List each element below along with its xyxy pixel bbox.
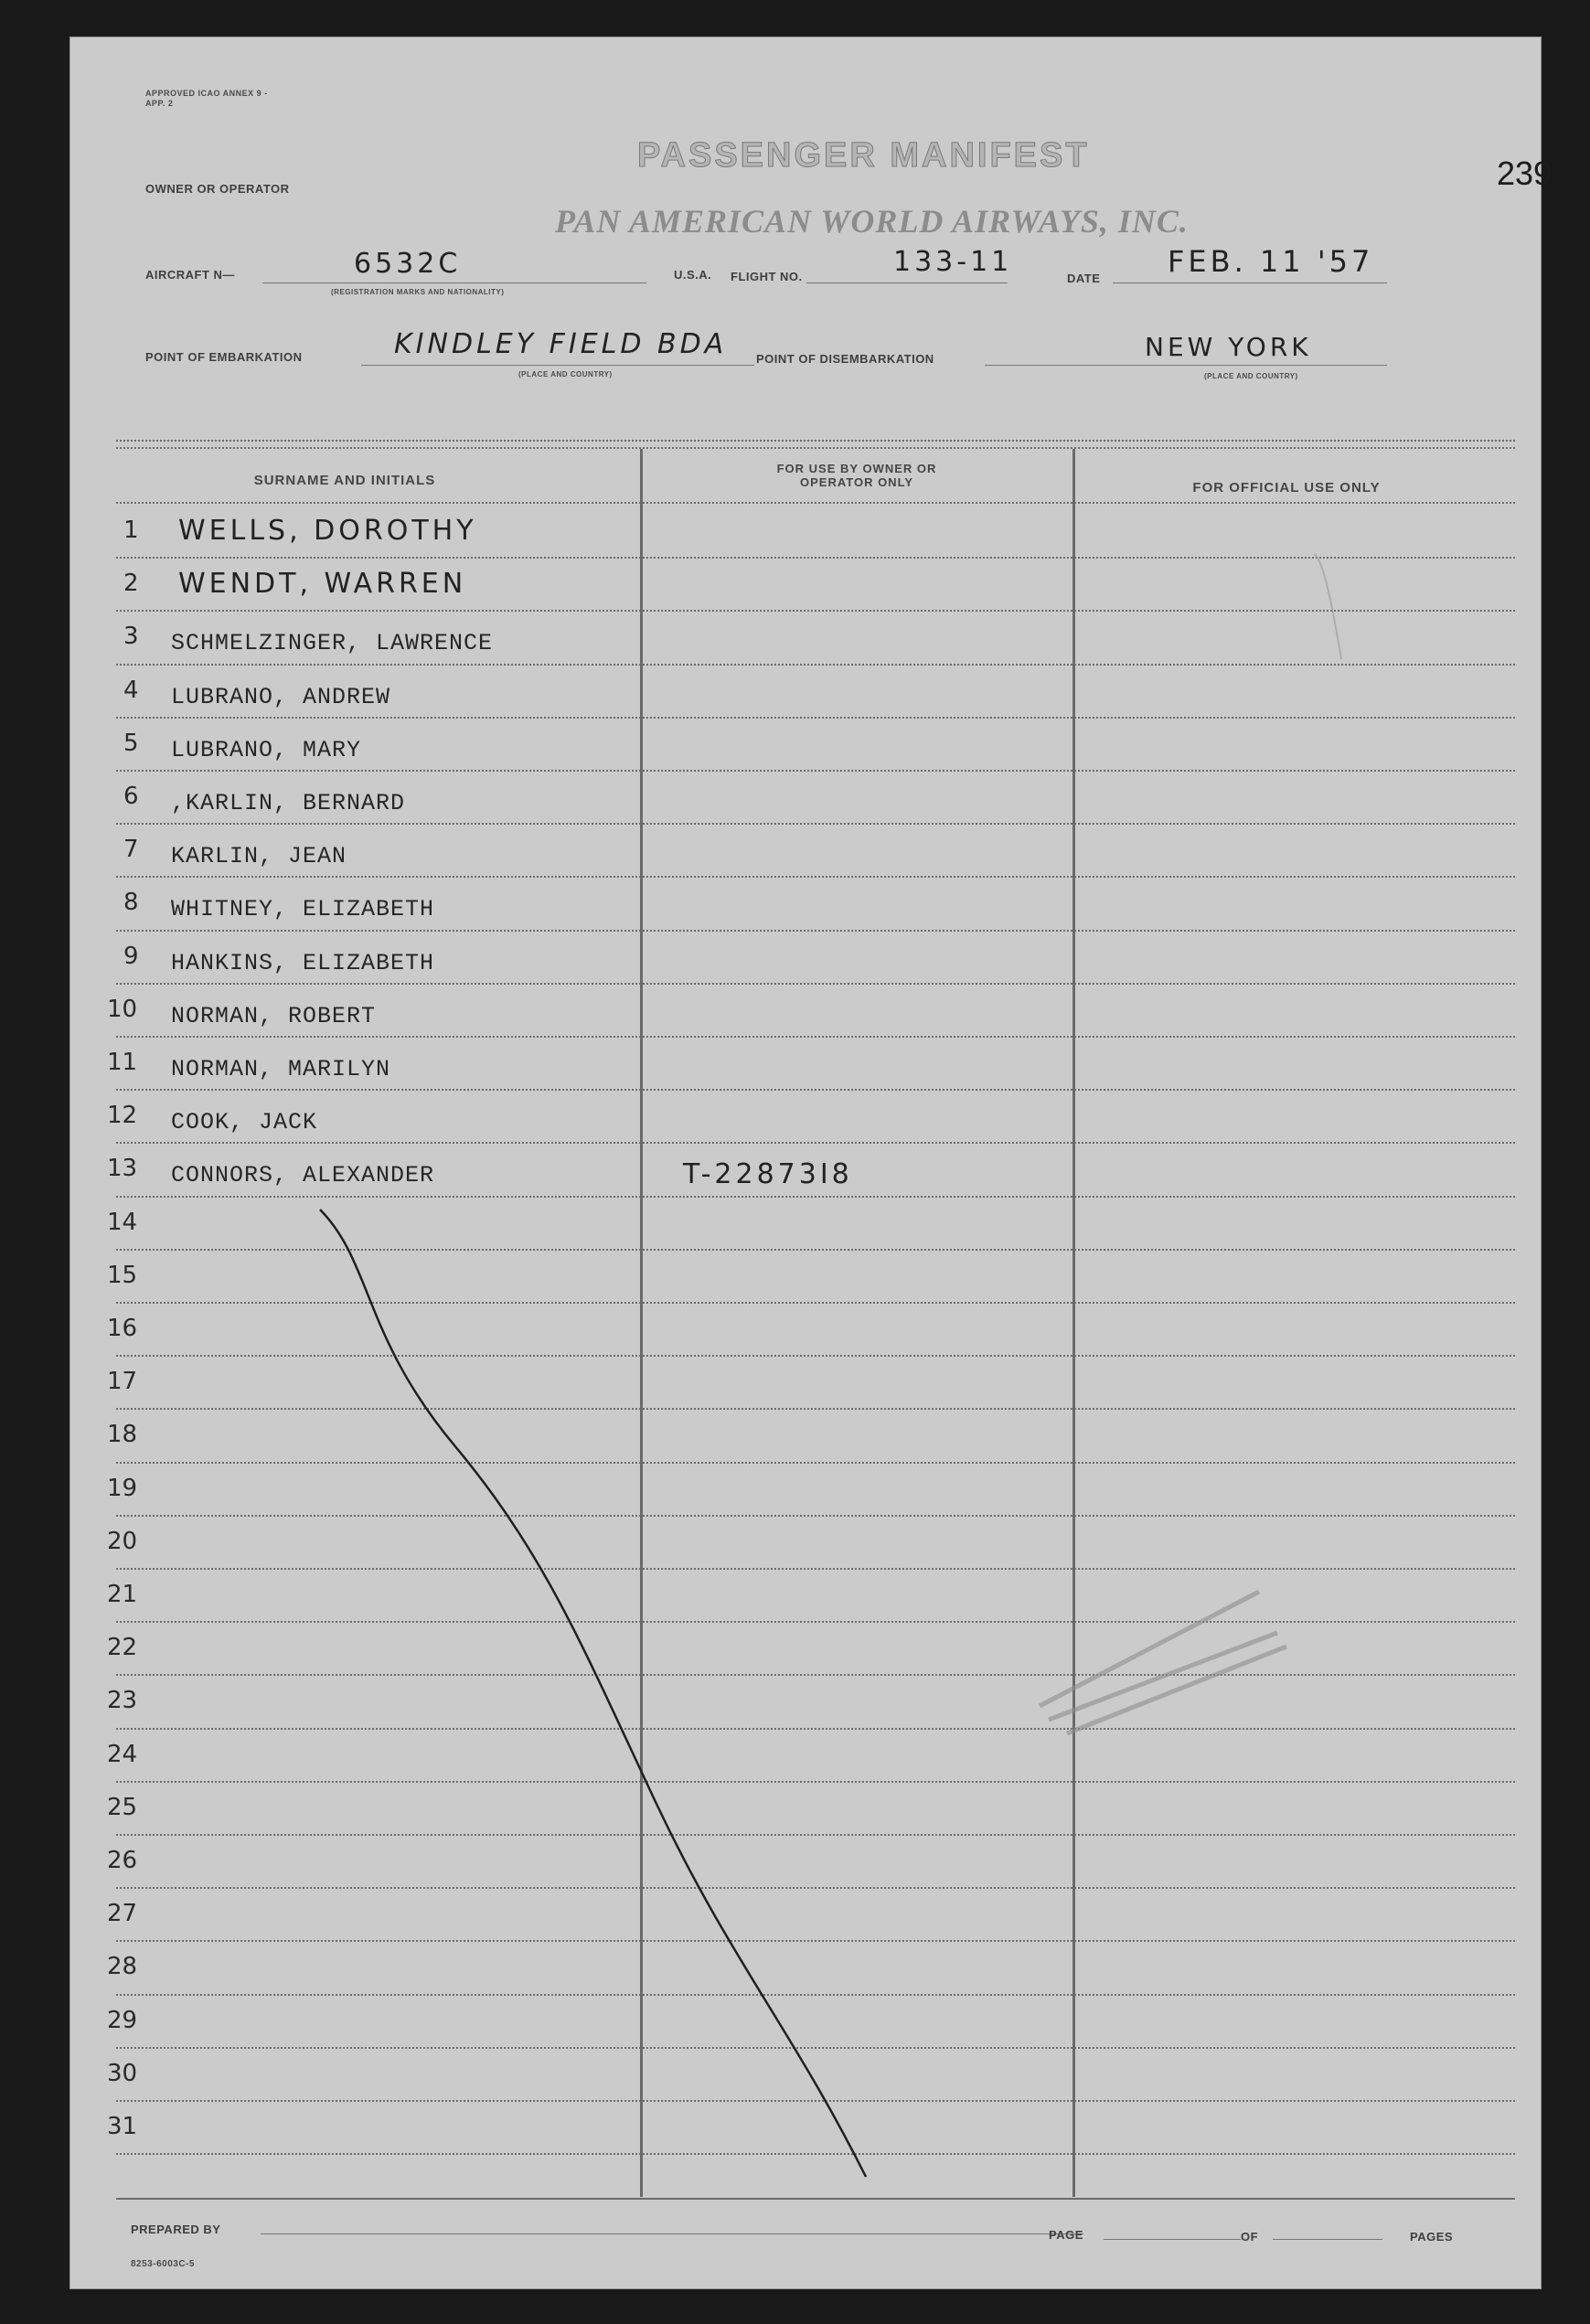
prepared-label: PREPARED BY	[131, 2223, 221, 2236]
row-rule	[116, 983, 1515, 985]
row-rule	[116, 876, 1515, 878]
row-rule	[116, 1036, 1515, 1038]
row-number: 25	[107, 1793, 138, 1821]
passenger-name: WELLS, DOROTHY	[178, 515, 477, 547]
passenger-name: NORMAN, ROBERT	[171, 1002, 377, 1029]
flight-label: FLIGHT NO.	[731, 270, 803, 283]
row-number: 26	[107, 1847, 138, 1874]
passenger-name: HANKINS, ELIZABETH	[171, 949, 435, 976]
row-rule	[116, 1462, 1515, 1464]
owner-value: PAN AMERICAN WORLD AIRWAYS, INC.	[555, 203, 1189, 240]
row-number: 5	[123, 729, 139, 757]
row-number: 4	[123, 676, 139, 704]
faint-strike	[1314, 554, 1341, 659]
owner-label: OWNER OR OPERATOR	[145, 182, 290, 196]
row-rule	[116, 1887, 1515, 1889]
approval-stamp: APPROVED ICAO ANNEX 9 - APP. 2	[145, 89, 268, 108]
row-number: 16	[107, 1315, 138, 1342]
flight-value: 133-11	[893, 246, 1013, 278]
row-rule	[116, 1994, 1515, 1996]
row-rule	[116, 1781, 1515, 1783]
row-number: 21	[107, 1581, 138, 1608]
row-number: 18	[107, 1421, 138, 1449]
date-value: FEB. 11 '57	[1168, 244, 1374, 279]
passenger-name: KARLIN, JEAN	[171, 843, 347, 870]
row-rule	[116, 1515, 1515, 1517]
row-rule	[116, 2153, 1515, 2155]
passenger-name: COOK, JACK	[171, 1109, 318, 1136]
row-number: 19	[107, 1474, 138, 1502]
row-rule	[116, 1940, 1515, 1942]
row-number: 27	[107, 1900, 138, 1928]
aircraft-value: 6532C	[354, 248, 462, 280]
pages-label: PAGES	[1410, 2230, 1454, 2244]
col-header-owner: FOR USE BY OWNER OR OPERATOR ONLY	[776, 462, 937, 489]
aircraft-label: AIRCRAFT N—	[145, 268, 235, 282]
row-rule	[116, 1355, 1515, 1357]
usa-label: U.S.A.	[674, 268, 712, 282]
row-rule	[116, 1408, 1515, 1410]
passenger-name: CONNORS, ALEXANDER	[171, 1162, 435, 1189]
row-rule	[116, 1089, 1515, 1091]
passenger-name: WENDT, WARREN	[178, 568, 467, 601]
row-rule	[116, 1834, 1515, 1836]
col-header-surname: SURNAME AND INITIALS	[253, 473, 436, 488]
column-divider	[640, 449, 643, 2197]
embark-label: POINT OF EMBARKATION	[145, 350, 303, 364]
form-number: 8253-6003C-5	[131, 2259, 195, 2269]
owner-note: T-22873I8	[683, 1158, 853, 1191]
row-number: 29	[107, 2006, 138, 2034]
passenger-name: LUBRANO, MARY	[171, 736, 362, 763]
row-number: 11	[107, 1049, 138, 1076]
row-rule	[116, 664, 1515, 666]
passenger-name: NORMAN, MARILYN	[171, 1056, 391, 1082]
row-rule	[116, 1621, 1515, 1623]
page-label: PAGE	[1049, 2228, 1083, 2242]
row-rule	[116, 2100, 1515, 2102]
row-number: 17	[107, 1368, 138, 1396]
col-header-official: FOR OFFICIAL USE ONLY	[1192, 480, 1381, 496]
row-number: 24	[107, 1740, 138, 1768]
row-rule	[116, 610, 1515, 612]
row-rule	[116, 1196, 1515, 1198]
embark-value: KINDLEY FIELD BDA	[394, 328, 728, 360]
row-number: 9	[123, 942, 139, 970]
disembark-sub: (PLACE AND COUNTRY)	[1204, 372, 1298, 380]
row-number: 10	[107, 995, 138, 1023]
row-rule	[116, 1249, 1515, 1251]
passenger-name: ,KARLIN, BERNARD	[171, 790, 406, 816]
passenger-name: WHITNEY, ELIZABETH	[171, 896, 435, 923]
row-number: 7	[123, 836, 139, 864]
row-rule	[116, 2047, 1515, 2049]
date-label: DATE	[1067, 272, 1101, 285]
row-number: 22	[107, 1634, 138, 1662]
passenger-name: SCHMELZINGER, LAWRENCE	[171, 630, 494, 657]
disembark-label: POINT OF DISEMBARKATION	[756, 352, 934, 366]
row-number: 30	[107, 2059, 138, 2087]
of-label: OF	[1241, 2230, 1259, 2244]
faint-stamp	[1040, 1592, 1286, 1733]
column-divider	[1072, 449, 1075, 2197]
row-number: 15	[107, 1261, 138, 1289]
page-title: PASSENGER MANIFEST	[637, 136, 1090, 175]
aircraft-sub: (REGISTRATION MARKS AND NATIONALITY)	[331, 288, 505, 296]
row-number: 2	[123, 570, 139, 598]
row-number: 13	[107, 1155, 138, 1183]
row-number: 20	[107, 1527, 138, 1555]
row-rule	[116, 930, 1515, 932]
row-rule	[116, 1302, 1515, 1304]
row-rule	[116, 1674, 1515, 1676]
row-number: 8	[123, 889, 139, 917]
row-number: 23	[107, 1687, 138, 1715]
disembark-value: NEW YORK	[1145, 332, 1312, 362]
row-rule	[116, 1728, 1515, 1730]
row-number: 31	[107, 2113, 138, 2140]
row-number: 3	[123, 623, 139, 651]
row-number: 28	[107, 1953, 138, 1981]
row-rule	[116, 557, 1515, 559]
row-rule	[116, 717, 1515, 719]
row-number: 14	[107, 1208, 138, 1236]
row-number: 6	[123, 783, 139, 810]
row-rule	[116, 770, 1515, 772]
row-rule	[116, 1142, 1515, 1144]
row-rule	[116, 823, 1515, 825]
row-rule	[116, 1568, 1515, 1570]
row-number: 12	[107, 1102, 138, 1130]
embark-sub: (PLACE AND COUNTRY)	[518, 370, 613, 378]
page-number: 239	[1497, 155, 1553, 192]
manifest-page	[69, 37, 1553, 2289]
passenger-name: LUBRANO, ANDREW	[171, 683, 391, 710]
row-number: 1	[123, 517, 139, 544]
